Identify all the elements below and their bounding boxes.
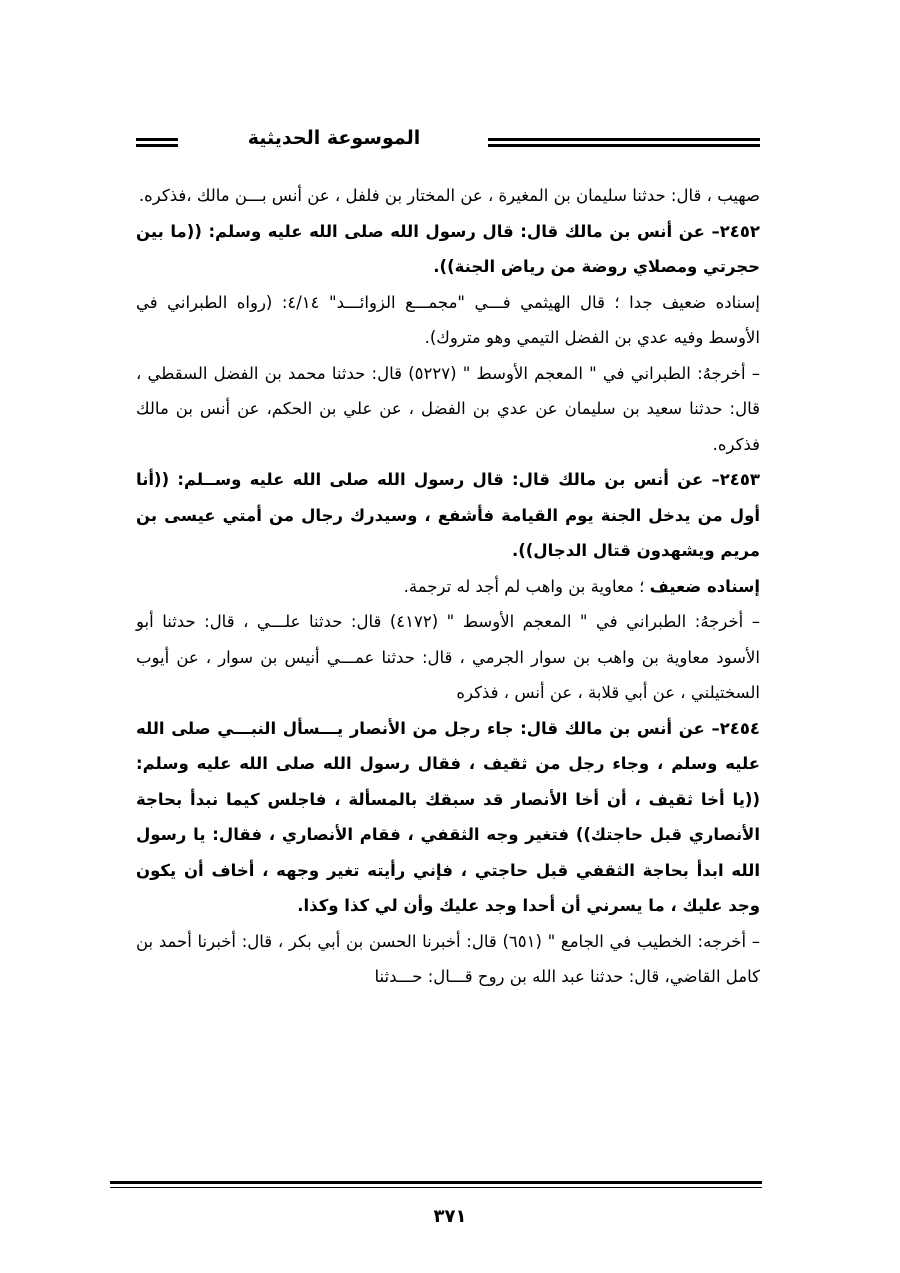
page-header xyxy=(136,124,760,164)
isnad-2453 xyxy=(136,569,760,605)
page-title: الموسوعة الحديثية xyxy=(247,127,421,149)
footer-rule xyxy=(110,1181,762,1188)
paragraph-continuation: صهيب ، قال: حدثنا سليمان بن المغيرة ، عن المختار بن فلفل ، عن أنس بـــن مالك ،فذكره. xyxy=(138,186,760,205)
header-rule-right xyxy=(488,138,760,147)
takhrij-2452: – أخرجهُ: الطبراني في " المعجم الأوسط " (٥٢٢٧) قال: حدثنا محمد بن الفضل السقطي ، قال: حدثنا سعيد بن سليمان عن عدي بن الفضل ، عن علي بن الحكم، عن أنس بن مالك فذكره. xyxy=(136,363,761,454)
page-number: ٣٧١ xyxy=(433,1206,467,1227)
takhrij-2454: – أخرجه: الخطيب في الجامع " (٦٥١) قال: أخبرنا الحسن بن أبي بكر ، قال: أخبرنا أحمد بن كامل القاضي، قال: حدثنا عبد الله بن روح قـــال: حـــدثنا xyxy=(136,931,760,986)
hadith-2454: ٢٤٥٤– عن أنس بن مالك قال: جاء رجل من الأنصار يـــسأل النبـــي صلى الله عليه وسلم ، وجاء رجل من ثقيف ، فقال رسول الله صلى الله عليه وسلم: ((يا أخا ثقيف ، أن أخا الأنصار قد سبقك بالمسألة ، فاجلس كيما نبدأ بحاجة الأنصاري قبل حاجتك)) فتغير وجه الثقفي ، فقام الأنصاري ، فقال: يا رسول الله ابدأ بحاجة الثقفي قبل حاجتي ، فإني رأيته تغير وجهه ، أخاف أن يكون وجد عليك ، ما يسرني أن أحدا وجد عليك وأن لي كذا وكذا. xyxy=(136,718,760,915)
isnad-note: ؛ معاوية بن واهب لم أجد له ترجمة. xyxy=(403,576,650,596)
hadith-2452: ٢٤٥٢– عن أنس بن مالك قال: قال رسول الله صلى الله عليه وسلم: ((ما بين حجرتي ومصلاي روضة من رياض الجنة)). xyxy=(136,221,760,276)
takhrij-2453: – أخرجهُ: الطبراني في " المعجم الأوسط " (٤١٧٢) قال: حدثنا علـــي ، قال: حدثنا أبو الأسود معاوية بن واهب بن سوار الجرمي ، قال: حدثنا عمـــي أنيس بن سوار ، عن أيوب السختيلني ، عن أبي قلابة ، عن أنس ، فذكره xyxy=(136,612,760,702)
page-body xyxy=(136,178,760,995)
header-rule-left xyxy=(136,138,178,147)
isnad-2452: إسناده ضعيف جدا ؛ قال الهيثمي فـــي "مجمـــع الزوائـــد" ٤/١٤: (رواه الطبراني في الأوسط وفيه عدي بن الفضل التيمي وهو متروك). xyxy=(136,292,760,347)
isnad-grade: إسناده ضعيف xyxy=(649,576,760,596)
hadith-2453: ٢٤٥٣– عن أنس بن مالك قال: قال رسول الله صلى الله عليه وســلم: ((أنا أول من يدخل الجنة يوم القيامة فأشفع ، وسيدرك رجال من أمتي عيسى بن مريم ويشهدون قتال الدجال)). xyxy=(136,470,760,560)
